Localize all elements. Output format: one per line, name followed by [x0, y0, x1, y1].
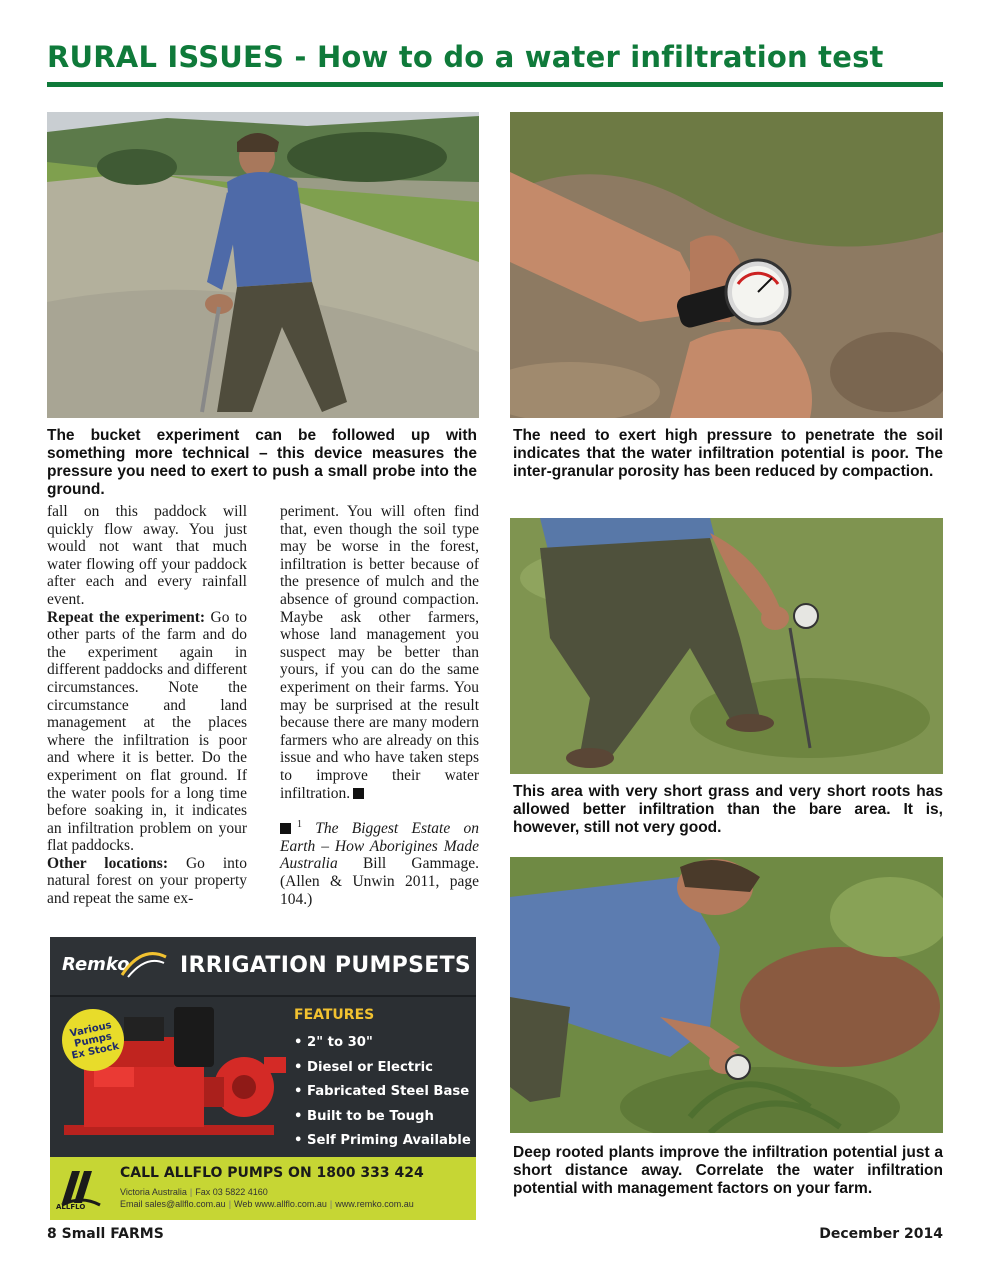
repeat-experiment-heading: Repeat the experiment: [47, 608, 206, 626]
other-locations-heading: Other locations: [47, 854, 168, 872]
caption-deep-rooted: Deep rooted plants improve the infiltration potential just a short distance away. Correlate the water infiltration potential with management factors on your farm. [513, 1144, 943, 1197]
footer-page-label: 8 Small FARMS [47, 1226, 164, 1242]
caption-man-with-probe: The bucket experiment can be followed up with something more technical – this device measures the pressure you need to exert to push a small probe into the ground. [47, 427, 477, 498]
title-rule [47, 82, 943, 87]
ad-call-line[interactable]: CALL ALLFLO PUMPS ON 1800 333 424 [120, 1165, 424, 1181]
article-column-2 [280, 503, 479, 908]
ad-footer [50, 1157, 476, 1220]
ad-contact-web-remko[interactable]: www.remko.com.au [335, 1199, 414, 1209]
ad-feature-item: • 2" to 30" [294, 1031, 471, 1056]
article-column-1 [47, 503, 247, 908]
ad-brand-swoosh-icon [120, 949, 168, 979]
ad-contact-location: Victoria Australia [120, 1187, 187, 1197]
ad-contact-fax: Fax 03 5822 4160 [195, 1187, 268, 1197]
caption-short-grass: This area with very short grass and very short roots has allowed better infiltration than the bare area. It is, however, still not very good. [513, 783, 943, 836]
ad-title: IRRIGATION PUMPSETS [180, 953, 472, 978]
ad-contact-web-allflo[interactable]: Web www.allflo.com.au [234, 1199, 327, 1209]
article-intro: fall on this paddock will quickly flow away. You just would not want that much water flowing off your paddock after each and every rainfall event. [47, 503, 247, 608]
end-of-article-mark [353, 788, 364, 799]
photo-deep-rooted [510, 857, 943, 1133]
article-col2-text: periment. You will often find that, even though the soil type may be worse in the forest, infiltration is better because of the presence of mulch and the absence of ground compaction. Maybe ask other farmers, whose land management you suspect may be better than yours, if you can do the same experiment on their farms. You may be surprised at the result because there are many modern farmers who are already on this issue and who have taken steps to improve their water infiltration. [280, 503, 479, 802]
repeat-experiment-text: Go to other parts of the farm and do the experiment again in different paddocks and different circumstances. Note the circumstance and land management at the places where the infiltration is poor and where it is better. Do the experiment on flat ground. If the water pools for a long time before soaking in, it indicates an infiltration problem on your flat paddocks. [47, 608, 248, 855]
ad-feature-item: • Built to be Tough [294, 1105, 471, 1130]
caption-gauge-closeup: The need to exert high pressure to penetrate the soil indicates that the water infiltration potential is poor. The inter-granular porosity has been reduced by compaction. [513, 427, 943, 480]
ad-features-list [294, 1031, 471, 1154]
ad-contact-email[interactable]: Email sales@allflo.com.au [120, 1199, 226, 1209]
photo-man-with-probe [47, 112, 479, 418]
footnote [280, 816, 479, 908]
ad-header [50, 937, 476, 997]
footnote-title: The Biggest Estate on Earth – How Aborigines Made Australia [280, 820, 479, 873]
ad-feature-item: • Self Priming Available [294, 1129, 471, 1154]
allflo-logo-text: ALLFLO [56, 1203, 86, 1211]
ad-brand: Remko [62, 954, 130, 975]
ad-feature-item: • Fabricated Steel Base [294, 1080, 471, 1105]
ad-stock-badge: Various Pumps Ex Stock [56, 1003, 130, 1077]
footer-issue-date: December 2014 [819, 1226, 943, 1242]
photo-short-grass [510, 518, 943, 774]
ad-features-title: FEATURES [294, 1007, 375, 1023]
ad-irrigation-pumpsets[interactable] [50, 937, 476, 1220]
footnote-number: 1 [297, 819, 302, 831]
ad-contact: Victoria Australia | Fax 03 5822 4160 Email sales@allflo.com.au | Web www.allflo.com.au | www.remko.com.au [120, 1187, 414, 1209]
ad-feature-item: • Diesel or Electric [294, 1056, 471, 1081]
page-title: RURAL ISSUES - How to do a water infiltration test [47, 40, 884, 74]
photo-gauge-closeup [510, 112, 943, 418]
footnote-mark [280, 823, 291, 834]
other-locations-text: Go into natural forest on your property and repeat the same ex- [47, 854, 247, 908]
footnote-rest: Bill Gammage. (Allen & Unwin 2011, page 104.) [280, 855, 479, 908]
